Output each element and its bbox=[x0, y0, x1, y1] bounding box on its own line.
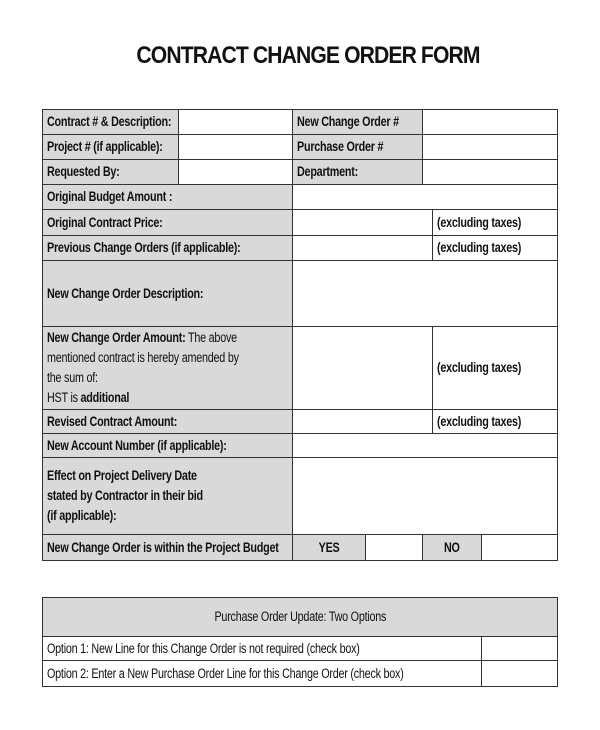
option2-cell bbox=[42, 660, 482, 687]
excl-taxes-cell bbox=[432, 209, 558, 236]
option2-checkbox[interactable] bbox=[481, 660, 558, 687]
revised-amount-cell bbox=[42, 409, 293, 434]
new-co-desc-cell bbox=[42, 260, 293, 327]
contract-desc-cell bbox=[42, 109, 179, 135]
excl-taxes-cell bbox=[432, 326, 558, 410]
po-num-field[interactable] bbox=[422, 134, 558, 160]
effect-delivery-label: Effect on Project Delivery Date stated by Contractor in their bid (if applicable): bbox=[47, 468, 203, 523]
no-checkbox[interactable] bbox=[481, 534, 558, 561]
new-account-field[interactable] bbox=[292, 433, 558, 458]
prev-change-orders-label: Previous Change Orders (if applicable): bbox=[47, 240, 241, 255]
option1-label: Option 1: New Line for this Change Order is not required (check box) bbox=[47, 640, 360, 656]
no-label: NO bbox=[444, 539, 460, 555]
prev-change-orders-field[interactable] bbox=[292, 235, 433, 261]
new-co-amount-label bbox=[47, 328, 243, 408]
new-co-amount-field[interactable] bbox=[292, 326, 433, 410]
contract-desc-field[interactable] bbox=[178, 109, 293, 135]
contract-desc-label: Contract # & Description: bbox=[47, 114, 172, 129]
new-co-num-cell bbox=[292, 109, 423, 135]
effect-delivery-cell bbox=[42, 457, 293, 535]
excl-taxes-note: (excluding taxes) bbox=[437, 413, 522, 429]
po-num-cell bbox=[292, 134, 423, 160]
new-co-amount-text: The above mentioned contract is hereby amended by the sum of: bbox=[47, 330, 239, 385]
department-label: Department: bbox=[297, 164, 358, 179]
excl-taxes-note: (excluding taxes) bbox=[437, 360, 522, 375]
new-co-desc-field[interactable] bbox=[292, 260, 558, 327]
orig-contract-price-label: Original Contract Price: bbox=[47, 214, 163, 230]
requested-by-label: Requested By: bbox=[47, 164, 120, 179]
new-co-amount-bold: New Change Order Amount: bbox=[47, 330, 186, 345]
option1-cell bbox=[42, 636, 482, 661]
yes-label: YES bbox=[318, 539, 340, 555]
hst-is: HST is bbox=[47, 390, 81, 405]
requested-by-cell bbox=[42, 159, 179, 185]
po-update-header-cell bbox=[42, 597, 558, 637]
page-title: CONTRACT CHANGE ORDER FORM bbox=[136, 42, 480, 69]
department-field[interactable] bbox=[422, 159, 558, 185]
new-co-amount-cell bbox=[42, 326, 293, 410]
within-budget-label: New Change Order is within the Project Budget bbox=[47, 539, 279, 555]
within-budget-cell bbox=[42, 534, 293, 561]
prev-change-orders-cell bbox=[42, 235, 293, 261]
no-cell bbox=[422, 534, 482, 561]
option1-checkbox[interactable] bbox=[481, 636, 558, 661]
new-account-cell bbox=[42, 433, 293, 458]
option2-label: Option 2: Enter a New Purchase Order Line for this Change Order (check box) bbox=[47, 665, 404, 681]
new-co-num-field[interactable] bbox=[422, 109, 558, 135]
new-account-label: New Account Number (if applicable): bbox=[47, 437, 227, 453]
orig-budget-field[interactable] bbox=[292, 184, 558, 210]
project-num-label: Project # (if applicable): bbox=[47, 139, 163, 154]
excl-taxes-cell bbox=[432, 235, 558, 261]
orig-budget-label: Original Budget Amount : bbox=[47, 189, 173, 204]
excl-taxes-note: (excluding taxes) bbox=[437, 214, 522, 230]
effect-delivery-field[interactable] bbox=[292, 457, 558, 535]
revised-amount-field[interactable] bbox=[292, 409, 433, 434]
orig-contract-price-field[interactable] bbox=[292, 209, 433, 236]
revised-amount-label: Revised Contract Amount: bbox=[47, 413, 178, 429]
project-num-cell bbox=[42, 134, 179, 160]
excl-taxes-note: (excluding taxes) bbox=[437, 240, 522, 255]
yes-checkbox[interactable] bbox=[365, 534, 423, 561]
po-update-header: Purchase Order Update: Two Options bbox=[214, 609, 386, 624]
orig-budget-cell bbox=[42, 184, 293, 210]
requested-by-field[interactable] bbox=[178, 159, 293, 185]
yes-cell bbox=[292, 534, 366, 561]
new-co-desc-label: New Change Order Description: bbox=[47, 285, 204, 301]
project-num-field[interactable] bbox=[178, 134, 293, 160]
department-cell bbox=[292, 159, 423, 185]
new-co-num-label: New Change Order # bbox=[297, 114, 399, 129]
orig-contract-price-cell bbox=[42, 209, 293, 236]
hst-additional: additional bbox=[80, 390, 130, 405]
excl-taxes-cell bbox=[432, 409, 558, 434]
po-num-label: Purchase Order # bbox=[297, 139, 384, 154]
